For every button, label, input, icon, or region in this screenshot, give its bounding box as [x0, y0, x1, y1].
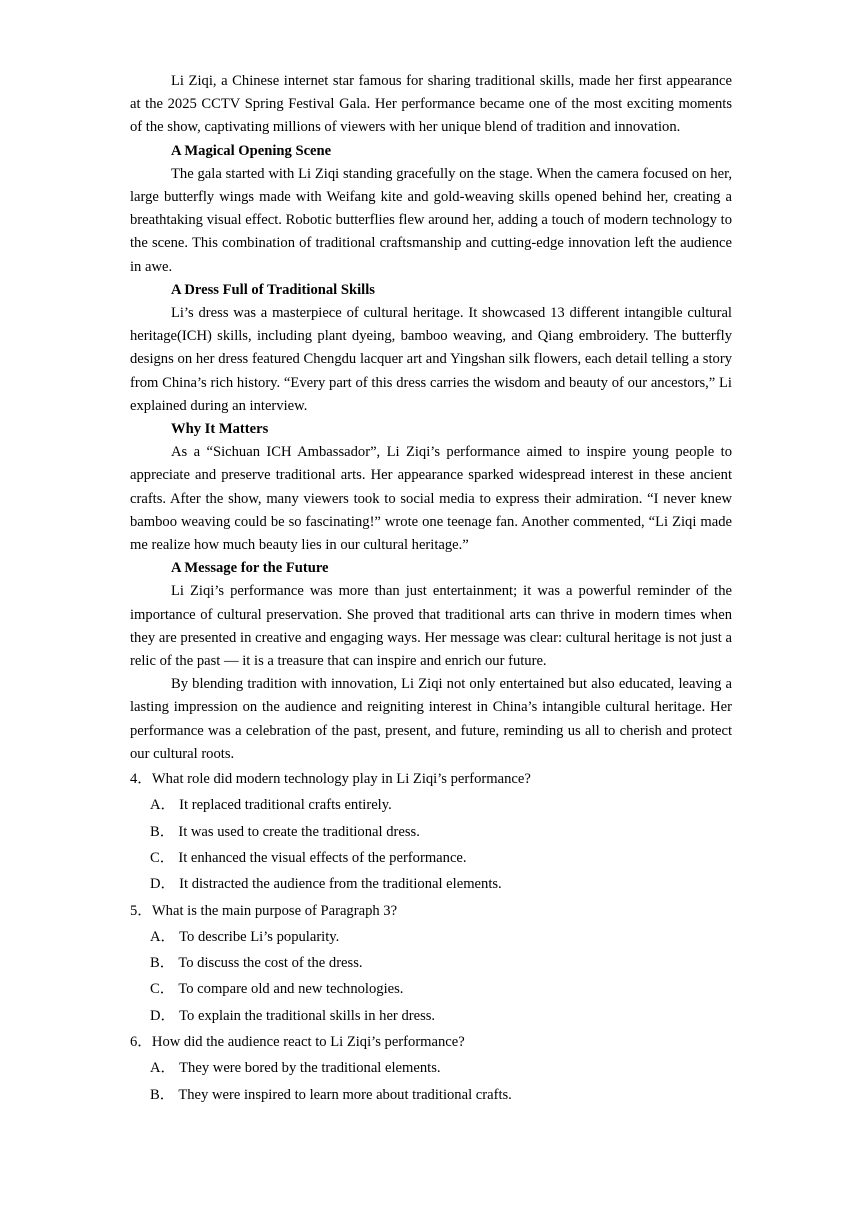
passage-paragraph-3: As a “Sichuan ICH Ambassador”, Li Ziqi’s performance aimed to inspire young people to appreciate and preserve traditional arts. Her appearance sparked widespread interest in these ancient crafts. After the show, many viewers took to social media to express their admiration. “I never knew bamboo weaving could be so fascinating!” wrote one teenage fan. Another commented, “Li Ziqi made me realize how much beauty lies in our cultural heritage.” [130, 444, 732, 554]
option-letter: D． [150, 1007, 176, 1024]
question-4-option-d [130, 871, 732, 897]
option-letter: B． [150, 1086, 175, 1103]
question-5-option-d [130, 1003, 732, 1029]
passage-paragraph-4: Li Ziqi’s performance was more than just entertainment; it was a powerful reminder of the importance of cultural preservation. She proved that traditional arts can thrive in modern times when they are presented in creative and engaging ways. Her message was clear: cultural heritage is not just a relic of the past — it is a treasure that can inspire and enrich our future. [130, 583, 732, 670]
option-text: To explain the traditional skills in her dress. [179, 1007, 436, 1024]
question-5-option-a [130, 924, 732, 950]
option-text: To discuss the cost of the dress. [178, 955, 363, 972]
question-number: 4． [130, 771, 152, 788]
document-page [130, 70, 732, 1108]
option-letter: A． [150, 797, 176, 814]
question-5 [130, 898, 732, 924]
option-text: It replaced traditional crafts entirely. [179, 797, 392, 814]
question-text: What role did modern technology play in Li Ziqi’s performance? [151, 771, 531, 788]
option-text: It was used to create the traditional dress. [178, 823, 420, 840]
question-4 [130, 766, 732, 792]
question-number: 6． [130, 1034, 152, 1051]
question-text: How did the audience react to Li Ziqi’s performance? [151, 1034, 465, 1051]
question-5-option-b [130, 950, 732, 976]
question-4-option-c [130, 845, 732, 871]
option-text: It distracted the audience from the traditional elements. [179, 876, 502, 893]
option-letter: C． [150, 849, 175, 866]
option-letter: B． [150, 955, 175, 972]
section-heading-opening-scene: A Magical Opening Scene [171, 142, 332, 159]
option-letter: A． [150, 1060, 176, 1077]
option-letter: B． [150, 823, 175, 840]
section-heading-why-it-matters: Why It Matters [171, 421, 269, 438]
option-text: They were bored by the traditional elements. [179, 1060, 441, 1077]
question-4-option-b [130, 819, 732, 845]
question-6 [130, 1029, 732, 1055]
option-letter: D． [150, 876, 176, 893]
question-4-option-a [130, 792, 732, 818]
question-number: 5． [130, 902, 152, 919]
option-text: To compare old and new technologies. [178, 981, 404, 998]
question-text: What is the main purpose of Paragraph 3? [151, 902, 398, 919]
question-6-option-a [130, 1055, 732, 1081]
passage-paragraph-2: Li’s dress was a masterpiece of cultural heritage. It showcased 13 different intangible cultural heritage(ICH) skills, including plant dyeing, bamboo weaving, and Qiang embroidery. The butterfly designs on her dress featured Chengdu lacquer art and Yingshan silk flowers, each detail telling a story from China’s rich history. “Every part of this dress carries the wisdom and beauty of our ancestors,” Li explained during an interview. [130, 305, 732, 414]
passage-paragraph-1: The gala started with Li Ziqi standing gracefully on the stage. When the camera focused on her, large butterfly wings made with Weifang kite and gold-weaving skills opened behind her, creating a breathtaking visual effect. Robotic butterflies flew around her, adding a touch of modern technology to the scene. This combination of traditional craftsmanship and cutting-edge innovation left the audience in awe. [130, 165, 732, 275]
passage-intro: Li Ziqi, a Chinese internet star famous for sharing traditional skills, made her first appearance at the 2025 CCTV Spring Festival Gala. Her performance became one of the most exciting moments of the show, captivating millions of viewers with her unique blend of tradition and innovation. [130, 73, 732, 136]
option-text: They were inspired to learn more about traditional crafts. [178, 1086, 512, 1103]
option-text: It enhanced the visual effects of the performance. [178, 849, 467, 866]
passage-paragraph-5: By blending tradition with innovation, Li Ziqi not only entertained but also educated, leaving a lasting impression on the audience and reigniting interest in China’s intangible cultural heritage. Her performance was a celebration of the past, present, and future, reminding us all to cherish and protect our cultural roots. [130, 676, 732, 762]
question-6-option-b [130, 1082, 732, 1108]
section-heading-message: A Message for the Future [171, 560, 329, 577]
option-letter: C． [150, 981, 175, 998]
option-text: To describe Li’s popularity. [179, 928, 340, 945]
section-heading-dress: A Dress Full of Traditional Skills [171, 281, 375, 298]
question-5-option-c [130, 976, 732, 1002]
option-letter: A． [150, 928, 176, 945]
